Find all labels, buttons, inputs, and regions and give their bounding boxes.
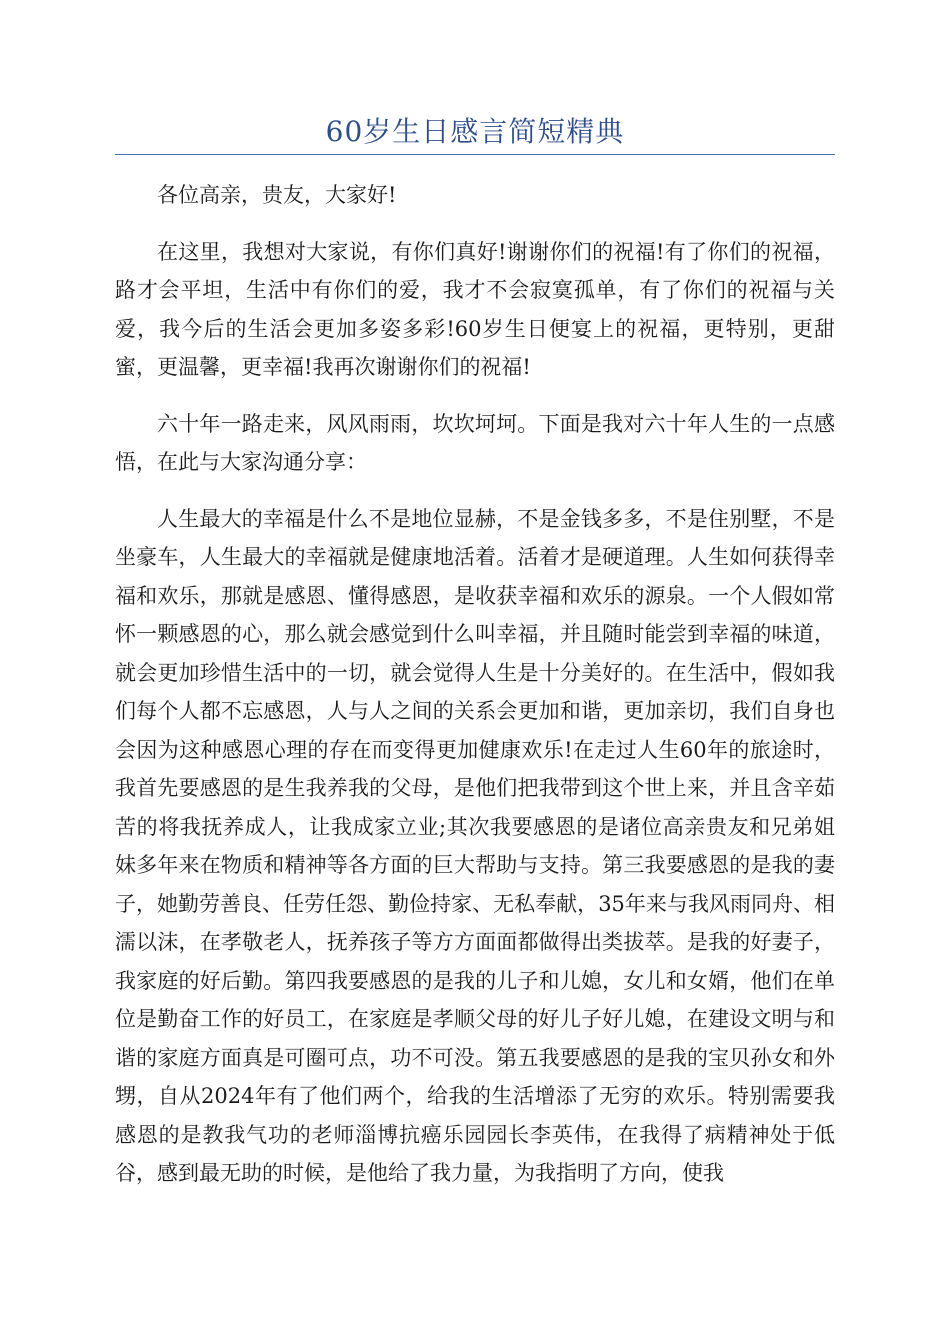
title-underline (115, 154, 835, 155)
paragraph-thanks: 在这里，我想对大家说，有你们真好!谢谢你们的祝福!有了你们的祝福，路才会平坦，生活中有你们的爱，我才不会寂寞孤单，有了你们的祝福与关爱，我今后的生活会更加多姿多彩!60岁生日便宴上的祝福，更特别，更甜蜜，更温馨，更幸福!我再次谢谢你们的祝福! (115, 239, 835, 379)
document-body (115, 176, 835, 1211)
paragraph-greeting: 各位高亲，贵友，大家好! (157, 183, 397, 207)
paragraph-gratitude: 人生最大的幸福是什么不是地位显赫，不是金钱多多，不是住别墅，不是坐豪车，人生最大的幸福就是健康地活着。活着才是硬道理。人生如何获得幸福和欢乐，那就是感恩、懂得感恩，是收获幸福和欢乐的源泉。一个人假如常怀一颗感恩的心，那么就会感觉到什么叫幸福，并且随时能尝到幸福的味道，就会更加珍惜生活中的一切，就会觉得人生是十分美好的。在生活中，假如我们每个人都不忘感恩，人与人之间的关系会更加和谐，更加亲切，我们自身也会因为这种感恩心理的存在而变得更加健康欢乐!在走过人生60年的旅途时，我首先要感恩的是生我养我的父母，是他们把我带到这个世上来，并且含辛茹苦的将我抚养成人，让我成家立业;其次我要感恩的是诸位高亲贵友和兄弟姐妹多年来在物质和精神等各方面的巨大帮助与支持。第三我要感恩的是我的妻子，她勤劳善良、任劳任怨、勤俭持家、无私奉献，35年来与我风雨同舟、相濡以沫，在孝敬老人，抚养孩子等方方面面都做得出类拔萃。是我的好妻子，我家庭的好后勤。第四我要感恩的是我的儿子和儿媳，女儿和女婿，他们在单位是勤奋工作的好员工，在家庭是孝顺父母的好儿子好儿媳，在建设文明与和谐的家庭方面真是可圈可点，功不可没。第五我要感恩的是我的宝贝孙女和外甥，自从2024年有了他们两个，给我的生活增添了无穷的欢乐。特别需要我感恩的是教我气功的老师淄博抗癌乐园园长李英伟，在我得了病精神处于低谷，感到最无助的时候，是他给了我力量，为我指明了方向，使我 (115, 506, 835, 1185)
paragraph-intro: 六十年一路走来，风风雨雨，坎坎坷坷。下面是我对六十年人生的一点感悟，在此与大家沟通分享： (115, 411, 835, 474)
document-title: 60岁生日感言简短精典 (325, 115, 625, 148)
